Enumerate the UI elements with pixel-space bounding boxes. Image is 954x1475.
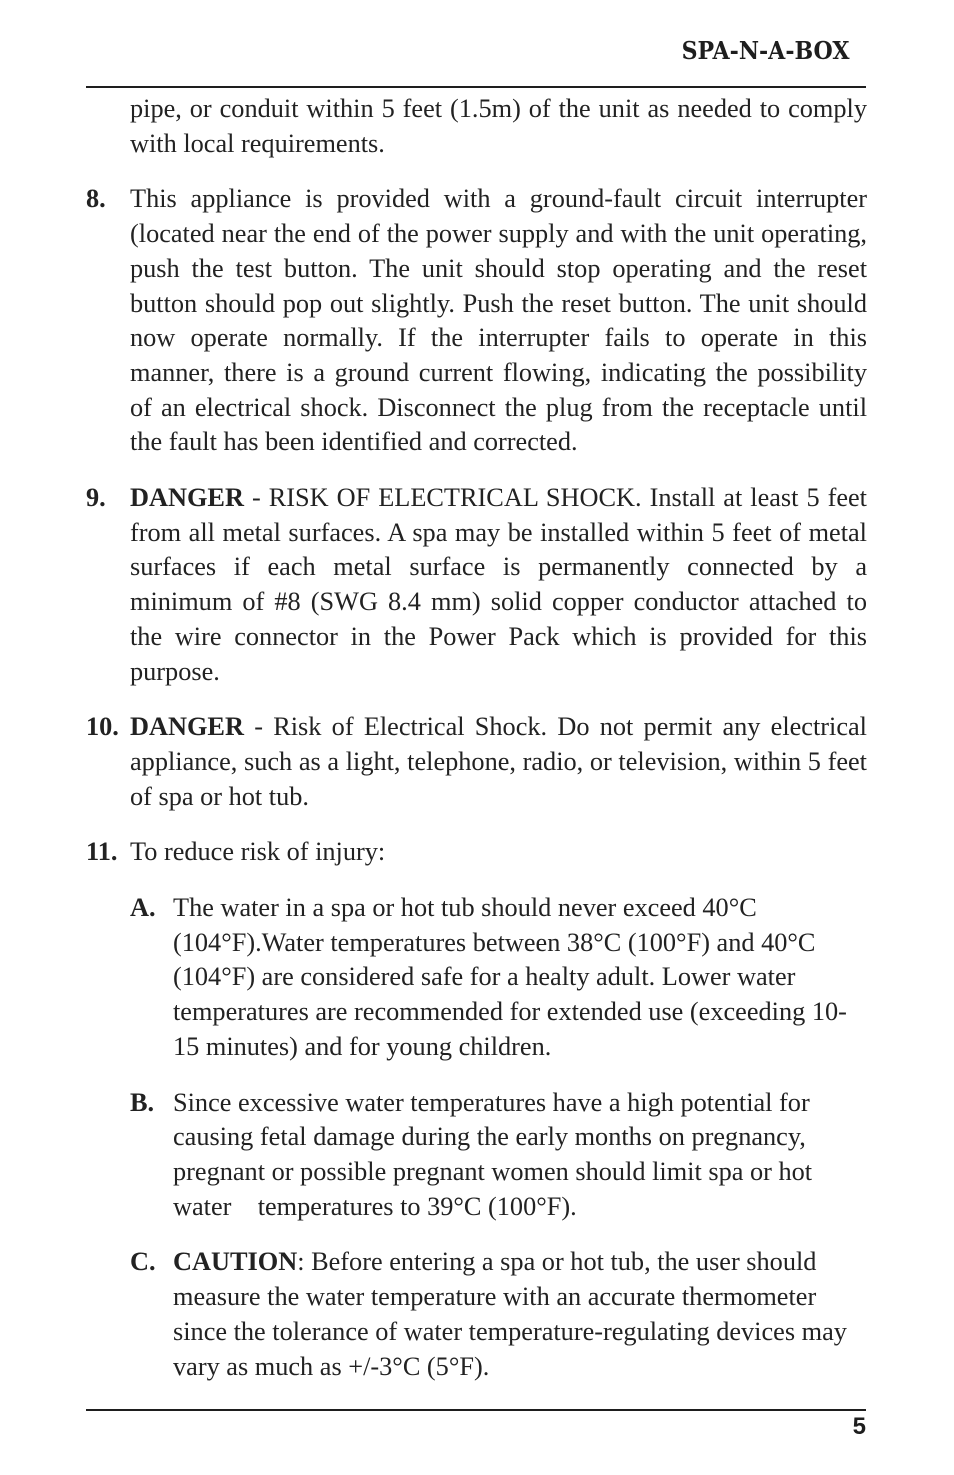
brand-header: SPA-N-A-BOX — [682, 36, 850, 65]
item-number: 10. — [86, 712, 119, 742]
sub-item-text: The water in a spa or hot tub should never exceed 40°C (104°F).Water temperatures between 38°C (100°F) and 40°C (104°F) are considered safe for a healty adult. Lower water temperatures are recommended for extended use (exceeding 10-15 minutes) and for young children. — [173, 893, 847, 1061]
item-number: 9. — [86, 483, 106, 513]
continuation-paragraph: pipe, or conduit within 5 feet (1.5m) of the unit as needed to comply with local requirements. — [130, 94, 867, 158]
sub-item-text: : Before entering a spa or hot tub, the user should measure the water temperature with an accurate thermometer since the tolerance of water temperature-regulating devices may vary as much as +/-3°C (5°F). — [173, 1247, 847, 1381]
page-content — [86, 92, 867, 1384]
sub-item-b — [86, 1086, 867, 1225]
item-lead-danger: DANGER — [130, 483, 244, 513]
list-item-10 — [86, 710, 867, 814]
list-item-8 — [86, 182, 867, 460]
sub-item-letter: B. — [130, 1087, 155, 1117]
item-lead-danger: DANGER — [130, 712, 244, 742]
footer-divider — [86, 1409, 866, 1411]
sub-item-a — [86, 891, 867, 1065]
list-item-11 — [86, 835, 867, 870]
sub-item-letter: C. — [130, 1247, 156, 1277]
header-divider — [86, 86, 866, 88]
sub-item-text: Since excessive water temperatures have a high potential for causing fetal damage during the early months on pregnancy, pregnant or possible pregnant women should limit spa or hot water temperatures to 39°C (100°F). — [173, 1087, 819, 1221]
item-number: 11. — [86, 837, 118, 867]
sub-item-letter: A. — [130, 893, 156, 923]
item-text: - RISK OF ELECTRICAL SHOCK. Install at least 5 feet from all metal surfaces. A spa may be installed within 5 feet of metal surfaces if each metal surface is permanently connected by a minimum of #8 (SWG 8.4 mm) solid copper conductor attached to the wire connector in the Power Pack which is provided for this purpose. — [130, 483, 867, 686]
sub-item-c — [86, 1245, 867, 1384]
list-item-9 — [86, 481, 867, 689]
item-number: 8. — [86, 184, 106, 214]
item-text: To reduce risk of injury: — [130, 837, 386, 867]
item-text: - Risk of Electrical Shock. Do not permit any electrical appliance, such as a light, telephone, radio, or television, within 5 feet of spa or hot tub. — [130, 712, 867, 811]
page-number: 5 — [852, 1413, 866, 1440]
sub-item-lead-caution: CAUTION — [173, 1247, 298, 1277]
item-text: This appliance is provided with a ground-fault circuit interrupter (located near the end of the power supply and with the unit operating, push the test button. The unit should stop operating and the reset button should pop out slightly. Push the reset button. The unit should now operate normally. If the interrupter fails to operate in this manner, there is a ground current flowing, indicating the possibility of an electrical shock. Disconnect the plug from the receptacle until the fault has been identified and corrected. — [130, 184, 867, 457]
